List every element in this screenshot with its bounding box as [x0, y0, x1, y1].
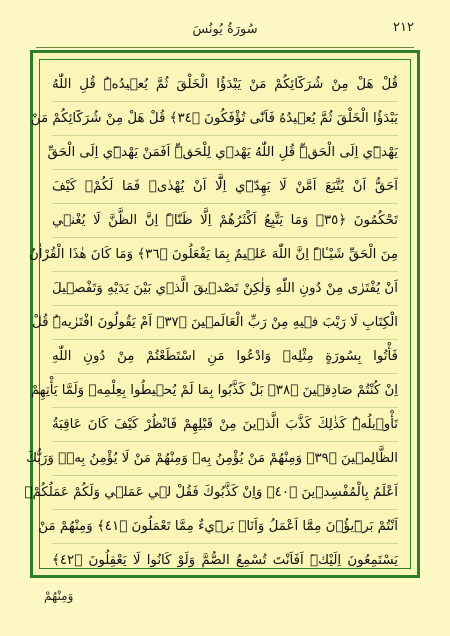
catchword: وَمِنْهُمْ — [44, 589, 74, 603]
text-line-5: تَحْكُمُونَ ﴿٣٥﴾ وَمَا يَتَّبِعُ اَكْثَرُهُمْ اِلَّا ظَنّاًۜ اِنَّ الظَّنَّ لَا يُغْن۪ي — [52, 204, 398, 238]
text-line-1: قُلْ هَلْ مِنْ شُرَكَٓائِكُمْ مَنْ يَبْدَؤُا الْخَلْقَ ثُمَّ يُع۪يدُهُۜ قُلِ اللّٰهُ — [52, 68, 398, 102]
surah-title: سُورَةُ يُونُسَ — [192, 22, 258, 37]
text-line-3: يَهْد۪ٓي اِلَى الْحَقِّۜ قُلِ اللّٰهُ يَهْد۪ي لِلْحَقِّۜ اَفَمَنْ يَهْد۪ٓي اِلَى الْحَقِّ — [52, 136, 398, 170]
page-header — [36, 14, 414, 48]
text-line-10: اِنْ كُنْتُمْ صَادِق۪ينَ ﴿٣٨﴾ بَلْ كَذَّبُوا بِمَا لَمْ يُح۪يطُوا بِعِلْمِه۪ وَلَمَّا يَأْتِهِمْ — [52, 374, 398, 408]
header-divider — [36, 47, 414, 48]
text-line-2: يَبْدَؤُا الْخَلْقَ ثُمَّ يُع۪يدُهُ فَاَنّٰى تُؤْفَكُونَ ﴿٣٤﴾ قُلْ هَلْ مِنْ شُرَكَٓائِكُمْ مَنْ — [52, 102, 398, 136]
text-line-11: تَأْو۪يلُهُۜ كَذٰلِكَ كَذَّبَ الَّذ۪ينَ مِنْ قَبْلِهِمْ فَانْظُرْ كَيْفَ كَانَ عَاقِبَةُ — [52, 408, 398, 442]
text-line-12: الظَّالِم۪ينَ ﴿٣٩﴾ وَمِنْهُمْ مَنْ يُؤْمِنُ بِه۪ وَمِنْهُمْ مَنْ لَا يُؤْمِنُ بِه۪ۜ وَرَبُّكَ — [52, 442, 398, 476]
text-line-14: اَنْتُمْ بَر۪ٓيؤُ۫نَ مِمَّٓا اَعْمَلُ وَاَنَا۬ بَر۪ٓيءٌ مِمَّا تَعْمَلُونَ ﴿٤١﴾ وَمِنْهُمْ مَنْ — [52, 510, 398, 544]
text-frame-inner — [24, 59, 411, 569]
text-frame — [24, 50, 420, 578]
page-number: ٢١٢ — [393, 20, 414, 35]
verse-text-block — [24, 68, 398, 568]
text-line-4: اَحَقُّ اَنْ يُتَّبَعَ اَمَّنْ لَا يَهِدّ۪ٓي اِلَّٓا اَنْ يُهْدٰىۚ فَمَا لَكُمْ۠ كَيْفَ — [52, 170, 398, 204]
text-line-6: مِنَ الْحَقِّ شَيْـٔاًۜ اِنَّ اللّٰهَ عَل۪يمٌ بِمَا يَفْعَلُونَ ﴿٣٦﴾ وَمَا كَانَ هٰذَا الْقُرْاٰنُ — [52, 238, 398, 272]
text-line-8: الْكِتَابِ لَا رَيْبَ ف۪يهِ مِنْ رَبِّ الْعَالَم۪ينَ ﴿٣٧﴾ اَمْ يَقُولُونَ افْتَرٰيهُۜ قُلْ — [52, 306, 398, 340]
text-line-15: يَسْتَمِعُونَ اِلَيْكَۜ اَفَاَنْتَ تُسْمِعُ الصُّمَّ وَلَوْ كَانُوا لَا يَعْقِلُونَ ﴿٤٢﴾ — [52, 553, 398, 568]
text-line-7: اَنْ يُفْتَرٰى مِنْ دُونِ اللّٰهِ وَلٰكِنْ تَصْد۪يقَ الَّذ۪ي بَيْنَ يَدَيْهِ وَتَفْص۪يلَ — [52, 272, 398, 306]
text-line-9: فَأْتُوا بِسُورَةٍ مِثْلِه۪ وَادْعُوا مَنِ اسْتَطَعْتُمْ مِنْ دُونِ اللّٰهِ — [52, 340, 398, 374]
text-line-13: اَعْلَمُ بِالْمُفْسِد۪ينَ ﴿٤٠﴾ وَاِنْ كَذَّبُوكَ فَقُلْ ل۪ي عَمَل۪ي وَلَكُمْ عَمَلُكُمْۚ — [52, 476, 398, 510]
